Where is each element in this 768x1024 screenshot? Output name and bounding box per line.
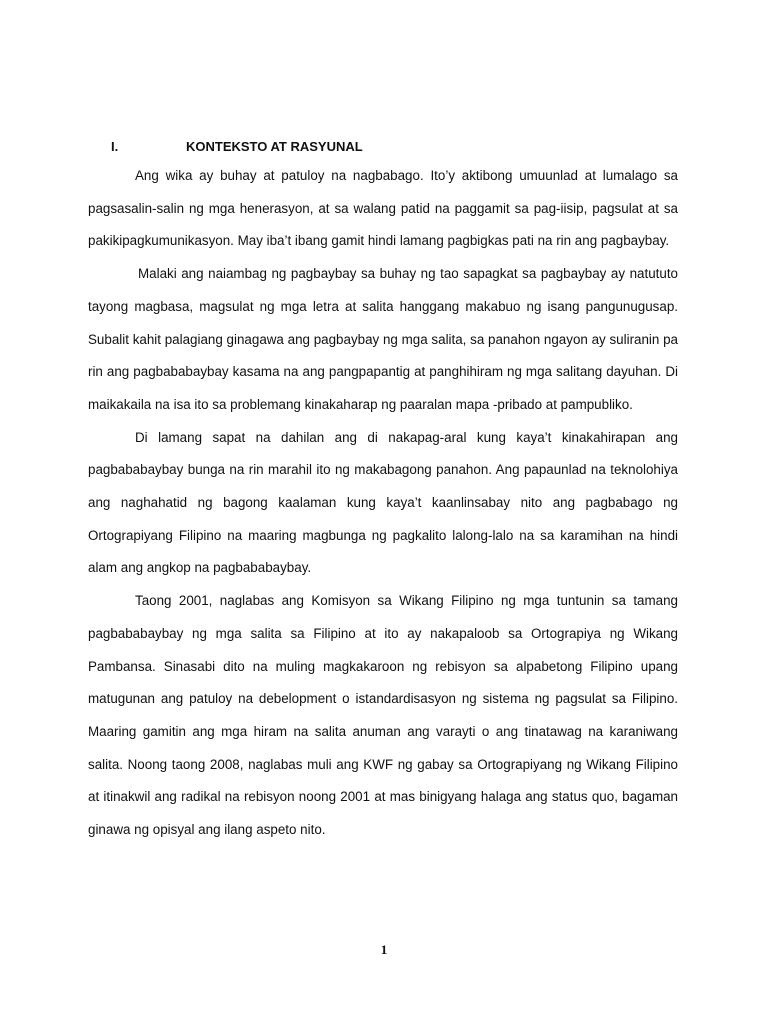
paragraph-1: Ang wika ay buhay at patuloy na nagbabago. Ito’y aktibong umuunlad at lumalago sa pagsasalin-salin ng mga henerasyon, at sa walang patid na paggamit sa pag-iisip, pagsulat at sa pakikipagkumunikasyon. May iba’t ibang gamit hindi lamang pagbigkas pati na rin ang pagbaybay. (88, 168, 678, 249)
section-number: I. (111, 139, 119, 154)
paragraph-2: Malaki ang naiambag ng pagbaybay sa buhay ng tao sapagkat sa pagbaybay ay natututo tayong magbasa, magsulat ng mga letra at salita hanggang makabuo ng isang pangunugusap. Subalit kahit palagiang ginagawa ang pagbaybay ng mga salita, sa panahon ngayon ay suliranin pa rin ang pagbababaybay kasama na ang pangpapantig at panghihiram ng mga salitang dayuhan. Di maikakaila na isa ito sa problemang kinakaharap ng paaralan mapa -pribado at pampubliko. (88, 266, 678, 412)
paragraph-3: Di lamang sapat na dahilan ang di nakapag-aral kung kaya’t kinakahirapan ang pagbababaybay bunga na rin marahil ito ng makabagong panahon. Ang papaunlad na teknolohiya ang naghahatid ng bagong kaalaman kung kaya’t kaanlinsabay nito ang pagbabago ng Ortograpiyang Filipino na maaring magbunga ng pagkalito lalong-lalo na sa karamihan na hindi alam ang angkop na pagbababaybay. (88, 429, 678, 576)
section-title: KONTEKSTO AT RASYUNAL (186, 139, 363, 154)
body-text (88, 160, 678, 847)
page-number: 1 (380, 942, 388, 957)
section-heading (111, 139, 363, 155)
paragraph-4: Taong 2001, naglabas ang Komisyon sa Wikang Filipino ng mga tuntunin sa tamang pagbababaybay ng mga salita sa Filipino at ito ay nakapaloob sa Ortograpiya ng Wikang Pambansa. Sinasabi dito na muling magkakaroon ng rebisyon sa alpabetong Filipino upang matugunan ang patuloy na debelopment o istandardisasyon ng sistema ng pagsulat sa Filipino. Maaring gamitin ang mga hiram na salita anuman ang varayti o ang tinatawag na karaniwang salita. Noong taong 2008, naglabas muli ang KWF ng gabay sa Ortograpiyang ng Wikang Filipino at itinakwil ang radikal na rebisyon noong 2001 at mas binigyang halaga ang status quo, bagaman ginawa ng opisyal ang ilang aspeto nito. (88, 593, 678, 838)
